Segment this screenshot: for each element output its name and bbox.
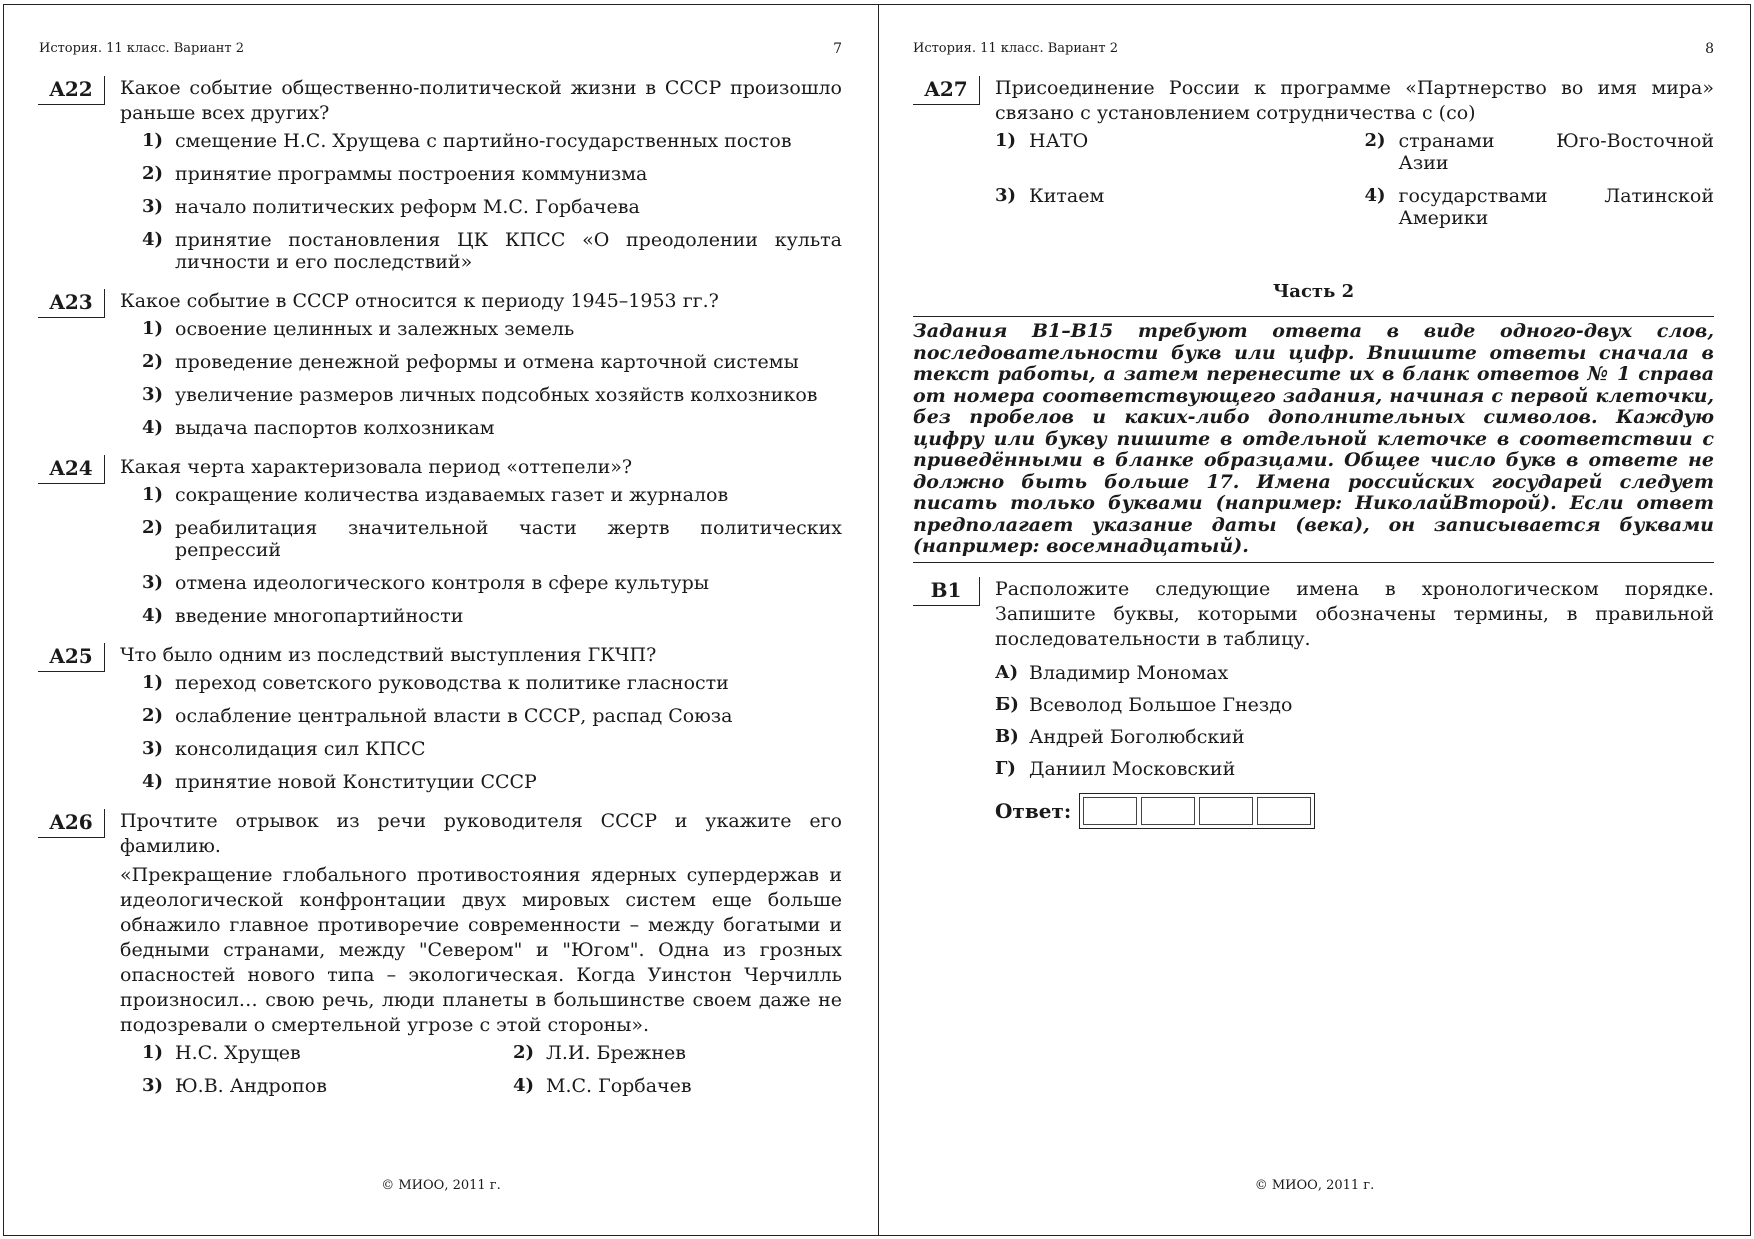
option-text: введение многопартийности	[175, 605, 464, 627]
answer-option	[995, 758, 1714, 780]
page-header-title: История. 11 класс. Вариант 2	[913, 41, 1119, 56]
option-number: 4)	[142, 229, 164, 250]
task-question: Присоединение России к программе «Партнерство во имя мира» связано с установлением сотрудничества с (со)	[995, 77, 1714, 124]
task-a26	[38, 809, 842, 1097]
task-1	[38, 289, 842, 439]
answer-option[interactable]	[120, 229, 842, 273]
option-text: реабилитация значительной части жертв политических репрессий	[175, 517, 842, 561]
option-text: Владимир Мономах	[1029, 661, 1229, 684]
answer-options	[120, 1038, 842, 1097]
answer-options	[995, 126, 1714, 229]
answer-cell[interactable]	[1141, 797, 1195, 825]
option-text: смещение Н.С. Хрущева с партийно-государственных постов	[175, 130, 792, 152]
option-text: М.С. Горбачев	[546, 1075, 692, 1097]
option-number: 4)	[1364, 185, 1386, 206]
task-a27	[913, 76, 1714, 229]
task-question: Какая черта характеризовала период «оттепели»?	[120, 456, 633, 478]
option-text: увеличение размеров личных подсобных хозяйств колхозников	[175, 384, 818, 406]
page-footer: © МИОО, 2011 г.	[1254, 1178, 1375, 1193]
answer-option[interactable]	[120, 384, 842, 406]
answer-option[interactable]	[120, 130, 842, 152]
task-quote: «Прекращение глобального противостояния ядерных супердержав и идеологической конфронтации двух мировых систем еще больше обнажило главное противоречие современности – между богатыми и бедными странами, между "Севером" и "Югом". Одна из грозных опасностей нового типа – экологическая. Когда Уинстон Черчилль произносил… свою речь, люди планеты в большинстве своем даже не подозревали о смертельной угрозе с этой стороны».	[120, 864, 842, 1036]
option-text: ослабление центральной власти в СССР, распад Союза	[175, 705, 733, 727]
option-text: странами Юго-Восточной Азии	[1398, 130, 1714, 174]
answer-options	[120, 672, 842, 793]
answer-option[interactable]	[120, 484, 842, 506]
option-text: Ю.В. Андропов	[175, 1075, 327, 1097]
answer-option[interactable]	[120, 351, 842, 373]
option-text: принятие программы построения коммунизма	[175, 163, 648, 185]
task-id: A22	[38, 76, 105, 105]
task-question: Прочтите отрывок из речи руководителя СССР и укажите его фамилию.	[120, 810, 842, 857]
task-id: A27	[913, 76, 980, 105]
option-text: сокращение количества издаваемых газет и журналов	[175, 484, 729, 506]
option-number: 4)	[142, 771, 164, 792]
answer-option[interactable]	[120, 163, 842, 185]
option-number: 1)	[142, 1042, 164, 1063]
task-b1	[913, 577, 1714, 829]
answer-option[interactable]	[120, 738, 842, 760]
right-page	[878, 4, 1751, 1236]
answer-row	[995, 793, 1714, 829]
answer-option	[995, 726, 1714, 748]
left-page	[3, 4, 879, 1236]
answer-cell[interactable]	[1083, 797, 1137, 825]
answer-cell[interactable]	[1199, 797, 1253, 825]
part-title: Часть 2	[1272, 281, 1355, 302]
option-letter: А)	[995, 661, 1019, 683]
option-text: Л.И. Брежнев	[546, 1042, 686, 1064]
task-question: Что было одним из последствий выступления ГКЧП?	[120, 644, 657, 666]
page-footer: © МИОО, 2011 г.	[381, 1178, 501, 1193]
answer-option[interactable]	[120, 318, 842, 340]
answer-option[interactable]	[120, 705, 842, 727]
task-id: A25	[38, 643, 105, 672]
option-number: 3)	[142, 196, 164, 217]
option-number: 1)	[142, 484, 164, 505]
option-letter: Б)	[995, 693, 1019, 715]
task-id: B1	[913, 577, 980, 606]
option-number: 2)	[142, 351, 164, 372]
option-number: 2)	[142, 163, 164, 184]
option-number: 4)	[513, 1075, 535, 1096]
option-number: 3)	[142, 572, 164, 593]
answer-option[interactable]	[995, 185, 1345, 229]
answer-option[interactable]	[1365, 130, 1715, 174]
option-text: Андрей Боголюбский	[1029, 725, 1245, 748]
option-text: Китаем	[1029, 185, 1105, 207]
task-id: A23	[38, 289, 105, 318]
task-id: A24	[38, 455, 105, 484]
answer-option[interactable]	[120, 771, 842, 793]
option-number: 3)	[142, 384, 164, 405]
option-number: 2)	[1364, 130, 1386, 151]
page-header-title: История. 11 класс. Вариант 2	[39, 41, 245, 56]
answer-option[interactable]	[491, 1042, 842, 1064]
option-number: 2)	[142, 517, 164, 538]
answer-options	[120, 318, 842, 439]
page-number: 8	[1705, 41, 1714, 57]
option-number: 3)	[142, 1075, 164, 1096]
option-number: 1)	[142, 130, 164, 151]
option-text: освоение целинных и залежных земель	[175, 318, 575, 340]
answer-option[interactable]	[120, 196, 842, 218]
option-number: 3)	[995, 185, 1017, 206]
option-text: выдача паспортов колхозникам	[175, 417, 495, 439]
option-text: консолидация сил КПСС	[175, 738, 426, 760]
option-text: Даниил Московский	[1029, 757, 1236, 780]
option-text: принятие постановления ЦК КПСС «О преодолении культа личности и его последствий»	[175, 229, 842, 273]
answer-label: Ответ:	[995, 798, 1072, 823]
answer-options	[120, 484, 842, 627]
task-list	[38, 76, 842, 793]
answer-boxes	[1079, 793, 1315, 829]
right-page-content	[913, 75, 1714, 845]
answer-option[interactable]	[120, 417, 842, 439]
task-0	[38, 76, 842, 273]
task-question: Расположите следующие имена в хронологическом порядке. Запишите буквы, которыми обозначены термины, в правильной последовательности в таблицу.	[995, 577, 1714, 650]
option-text: отмена идеологического контроля в сфере культуры	[175, 572, 709, 594]
answer-option[interactable]	[120, 1042, 471, 1064]
answer-option[interactable]	[120, 572, 842, 594]
answer-option	[995, 662, 1714, 684]
option-text: принятие новой Конституции СССР	[175, 771, 537, 793]
task-question: Какое событие общественно-политической жизни в СССР произошло раньше всех других?	[120, 77, 842, 124]
option-number: 1)	[142, 672, 164, 693]
option-letter: Г)	[995, 757, 1016, 779]
option-text: переход советского руководства к политике гласности	[175, 672, 729, 694]
answer-option[interactable]	[120, 672, 842, 694]
option-text: государствами Латинской Америки	[1398, 185, 1714, 229]
task-question: Какое событие в СССР относится к периоду 1945–1953 гг.?	[120, 290, 719, 312]
answer-option[interactable]	[120, 605, 842, 627]
answer-option[interactable]	[491, 1075, 842, 1097]
answer-option[interactable]	[1365, 185, 1715, 229]
answer-option	[995, 694, 1714, 716]
option-text: начало политических реформ М.С. Горбачева	[175, 196, 640, 218]
answer-options	[995, 662, 1714, 780]
part-instructions: Задания B1–B15 требуют ответа в виде одного-двух слов, последовательности букв или цифр. Впишите ответы сначала в текст работы, а затем перенесите их в бланк ответов № 1 справа от номера соответствующего задания, начиная с первой клеточки, без пробелов и каких-либо дополнительных символов. Каждую цифру или букву пишите в отдельной клеточке в соответствии с приведёнными в бланке образцами. Общее число букв в ответе не должно быть больше 17. Имена российских государей следует писать только буквами (например: НиколайВторой). Если ответ предполагает указание даты (века), он записывается буквами (например: восемнадцатый).	[913, 316, 1714, 563]
option-number: 4)	[142, 605, 164, 626]
option-number: 1)	[142, 318, 164, 339]
option-number: 2)	[513, 1042, 535, 1063]
answer-option[interactable]	[120, 517, 842, 561]
task-2	[38, 455, 842, 627]
page-number: 7	[833, 41, 842, 57]
option-text: Н.С. Хрущев	[175, 1042, 301, 1064]
task-3	[38, 643, 842, 793]
option-text: НАТО	[1029, 130, 1089, 152]
option-letter: В)	[995, 725, 1019, 747]
answer-cell[interactable]	[1257, 797, 1311, 825]
option-number: 2)	[142, 705, 164, 726]
answer-option[interactable]	[995, 130, 1345, 174]
option-number: 4)	[142, 417, 164, 438]
option-text: Всеволод Большое Гнездо	[1029, 693, 1293, 716]
option-number: 1)	[995, 130, 1017, 151]
left-page-content	[38, 75, 842, 1113]
task-id: A26	[38, 809, 105, 838]
option-number: 3)	[142, 738, 164, 759]
answer-option[interactable]	[120, 1075, 471, 1097]
answer-options	[120, 130, 842, 273]
option-text: проведение денежной реформы и отмена карточной системы	[175, 351, 799, 373]
